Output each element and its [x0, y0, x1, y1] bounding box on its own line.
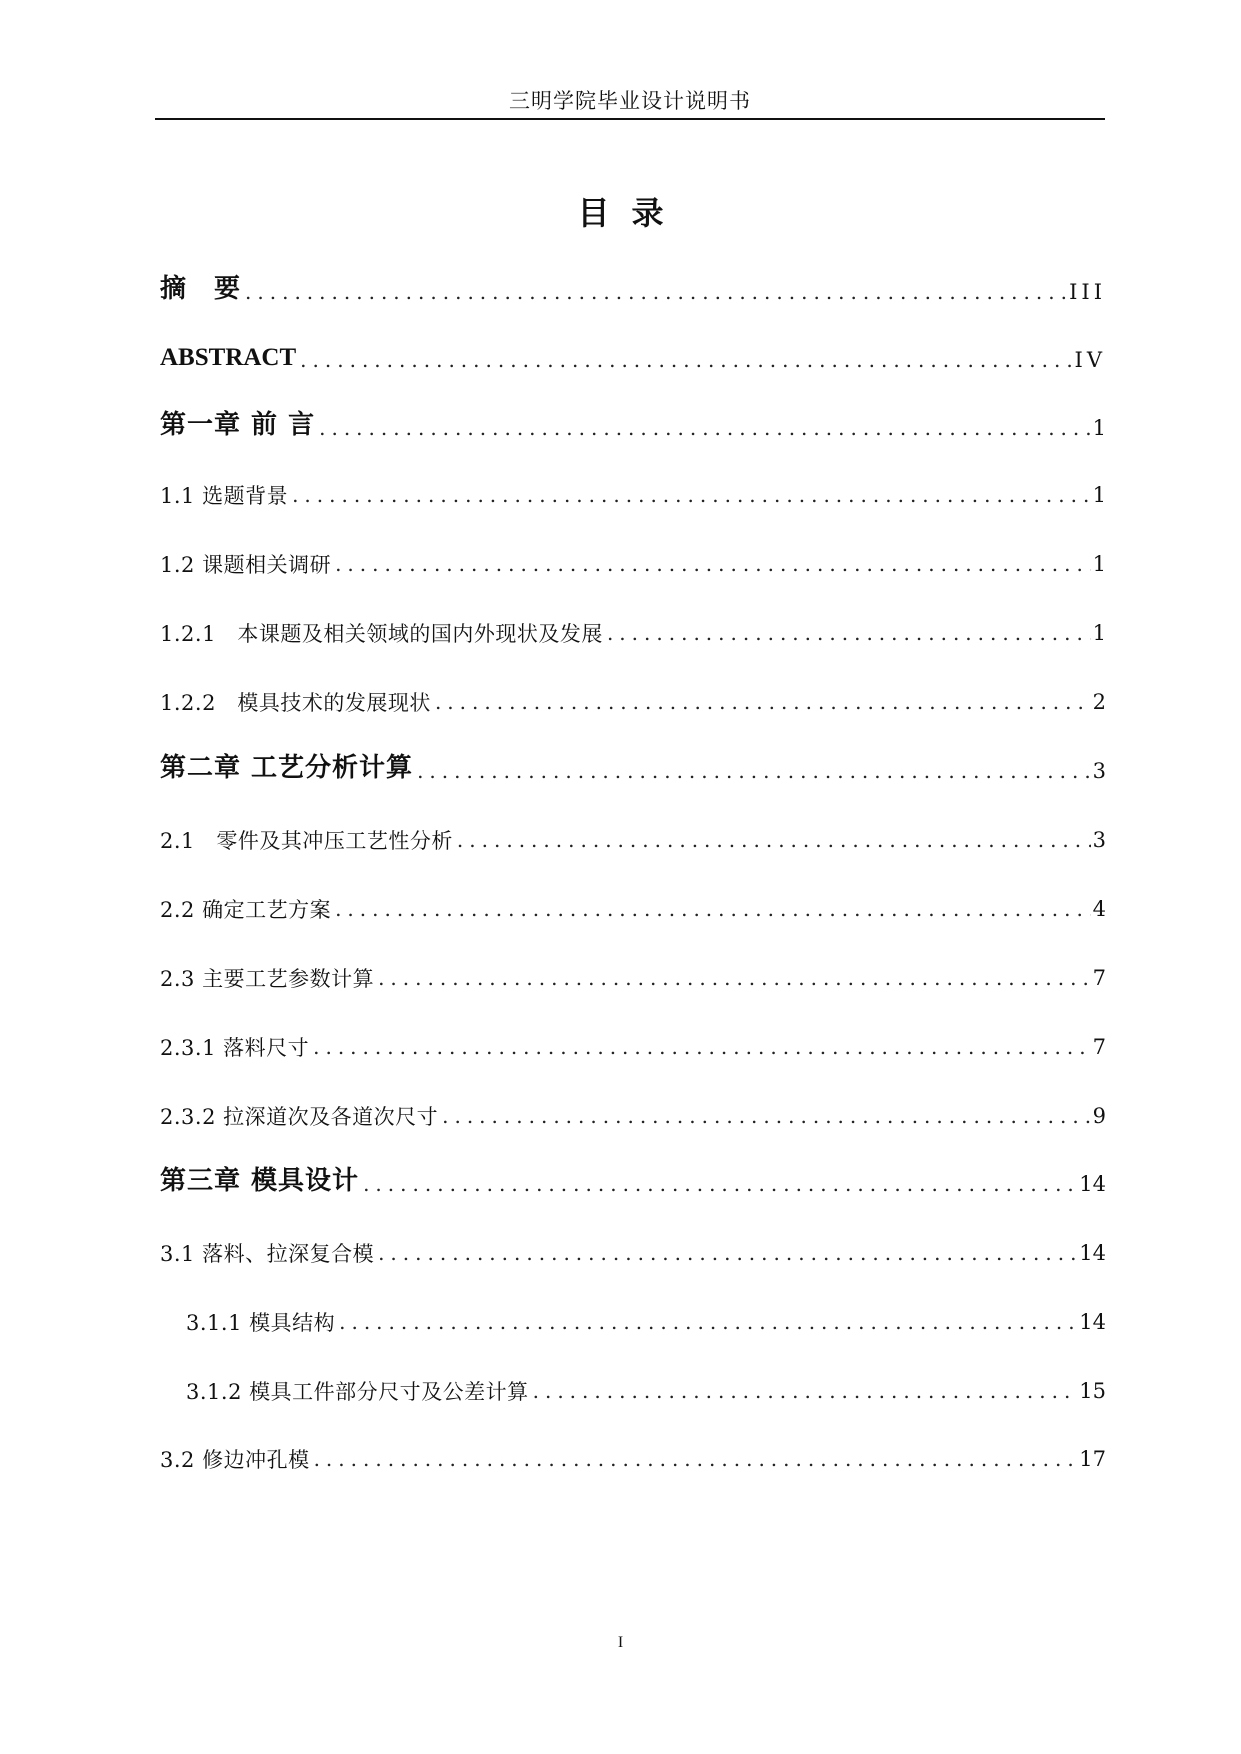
toc-label: 1.1 选题背景	[160, 483, 289, 508]
toc-label: 3.1 落料、拉深复合模	[160, 1241, 375, 1266]
toc-page-number: 15	[1079, 1378, 1106, 1403]
toc-label: 2.3.2 拉深道次及各道次尺寸	[160, 1104, 439, 1129]
toc-leader	[435, 689, 1091, 715]
toc-leader	[363, 1171, 1077, 1197]
toc-entry-1-2-2[interactable]	[160, 675, 1106, 715]
toc-entry-3-2[interactable]	[160, 1432, 1106, 1472]
toc-label: 第二章 工艺分析计算	[160, 753, 414, 784]
page-number-footer: I	[617, 1634, 624, 1651]
toc-page-number: 3	[1092, 827, 1106, 852]
toc-leader	[417, 758, 1091, 784]
toc-entry-2-3-2[interactable]	[160, 1089, 1106, 1129]
toc-label: 第一章 前 言	[160, 410, 316, 441]
toc-entry-abstract-en[interactable]	[160, 333, 1106, 373]
toc-leader	[339, 1309, 1077, 1335]
toc-label: 1.2.2 模具技术的发展现状	[160, 690, 431, 715]
toc-label: 摘 要	[160, 274, 242, 305]
toc-leader	[533, 1378, 1078, 1404]
toc-leader	[457, 827, 1091, 853]
toc-entry-chapter-2[interactable]	[160, 744, 1106, 784]
toc-entry-3-1[interactable]	[160, 1226, 1106, 1266]
toc-label: 1.2 课题相关调研	[160, 552, 332, 577]
toc-label: 第三章 模具设计	[160, 1166, 360, 1197]
toc-label: 3.2 修边冲孔模	[160, 1447, 310, 1472]
toc-entry-abstract-cn[interactable]	[160, 265, 1106, 305]
toc-label: 3.1.1 模具结构	[186, 1310, 336, 1335]
toc-leader	[335, 551, 1091, 577]
toc-page-number: 1	[1092, 551, 1106, 576]
toc-entry-2-3-1[interactable]	[160, 1020, 1106, 1060]
toc-entry-1-2-1[interactable]	[160, 606, 1106, 646]
toc-page-number: 3	[1092, 758, 1106, 783]
toc-leader	[300, 347, 1072, 373]
running-header: 三明学院毕业设计说明书	[155, 84, 1105, 120]
toc-page-number: 14	[1079, 1171, 1106, 1196]
toc-leader	[319, 415, 1091, 441]
toc-label: 1.2.1 本课题及相关领域的国内外现状及发展	[160, 621, 603, 646]
toc-page-number: 14	[1079, 1309, 1106, 1334]
toc-page-number: 1	[1092, 620, 1106, 645]
toc-leader	[378, 1240, 1077, 1266]
toc-entry-2-1[interactable]	[160, 813, 1106, 853]
toc-entry-1-2[interactable]	[160, 537, 1106, 577]
toc-entry-2-3[interactable]	[160, 951, 1106, 991]
toc-entry-chapter-1[interactable]	[160, 401, 1106, 441]
toc-leader	[442, 1103, 1091, 1129]
toc-entry-2-2[interactable]	[160, 882, 1106, 922]
toc-leader	[335, 896, 1091, 922]
toc-leader	[378, 965, 1091, 991]
toc-page-number: 9	[1092, 1103, 1106, 1128]
toc-label: 2.1 零件及其冲压工艺性分析	[160, 828, 453, 853]
toc-leader	[314, 1446, 1078, 1472]
toc-label: 2.2 确定工艺方案	[160, 897, 332, 922]
toc-entry-1-1[interactable]	[160, 468, 1106, 508]
toc-label: 2.3 主要工艺参数计算	[160, 966, 375, 991]
toc-page-number: 2	[1092, 689, 1106, 714]
toc-page-number: 17	[1079, 1446, 1106, 1471]
toc-page-number: 4	[1092, 896, 1106, 921]
page-title: 目录	[577, 194, 686, 232]
toc-page-number: 1	[1092, 482, 1106, 507]
toc-page-number: 7	[1092, 965, 1106, 990]
toc-leader	[292, 482, 1091, 508]
toc-entry-3-1-2[interactable]	[160, 1364, 1106, 1404]
toc-leader	[313, 1034, 1091, 1060]
toc-label: 3.1.2 模具工件部分尺寸及公差计算	[186, 1379, 529, 1404]
toc-page-number: III	[1069, 279, 1106, 304]
toc-label: 2.3.1 落料尺寸	[160, 1035, 310, 1060]
toc-page-number: 1	[1092, 415, 1106, 440]
toc-page-number: 7	[1092, 1034, 1106, 1059]
toc-leader	[607, 620, 1091, 646]
toc-page-number: 14	[1079, 1240, 1106, 1265]
toc-entry-3-1-1[interactable]	[160, 1295, 1106, 1335]
toc-page-number: IV	[1074, 347, 1106, 372]
toc-entry-chapter-3[interactable]	[160, 1157, 1106, 1197]
toc-label: ABSTRACT	[160, 344, 297, 372]
toc-leader	[245, 279, 1067, 305]
